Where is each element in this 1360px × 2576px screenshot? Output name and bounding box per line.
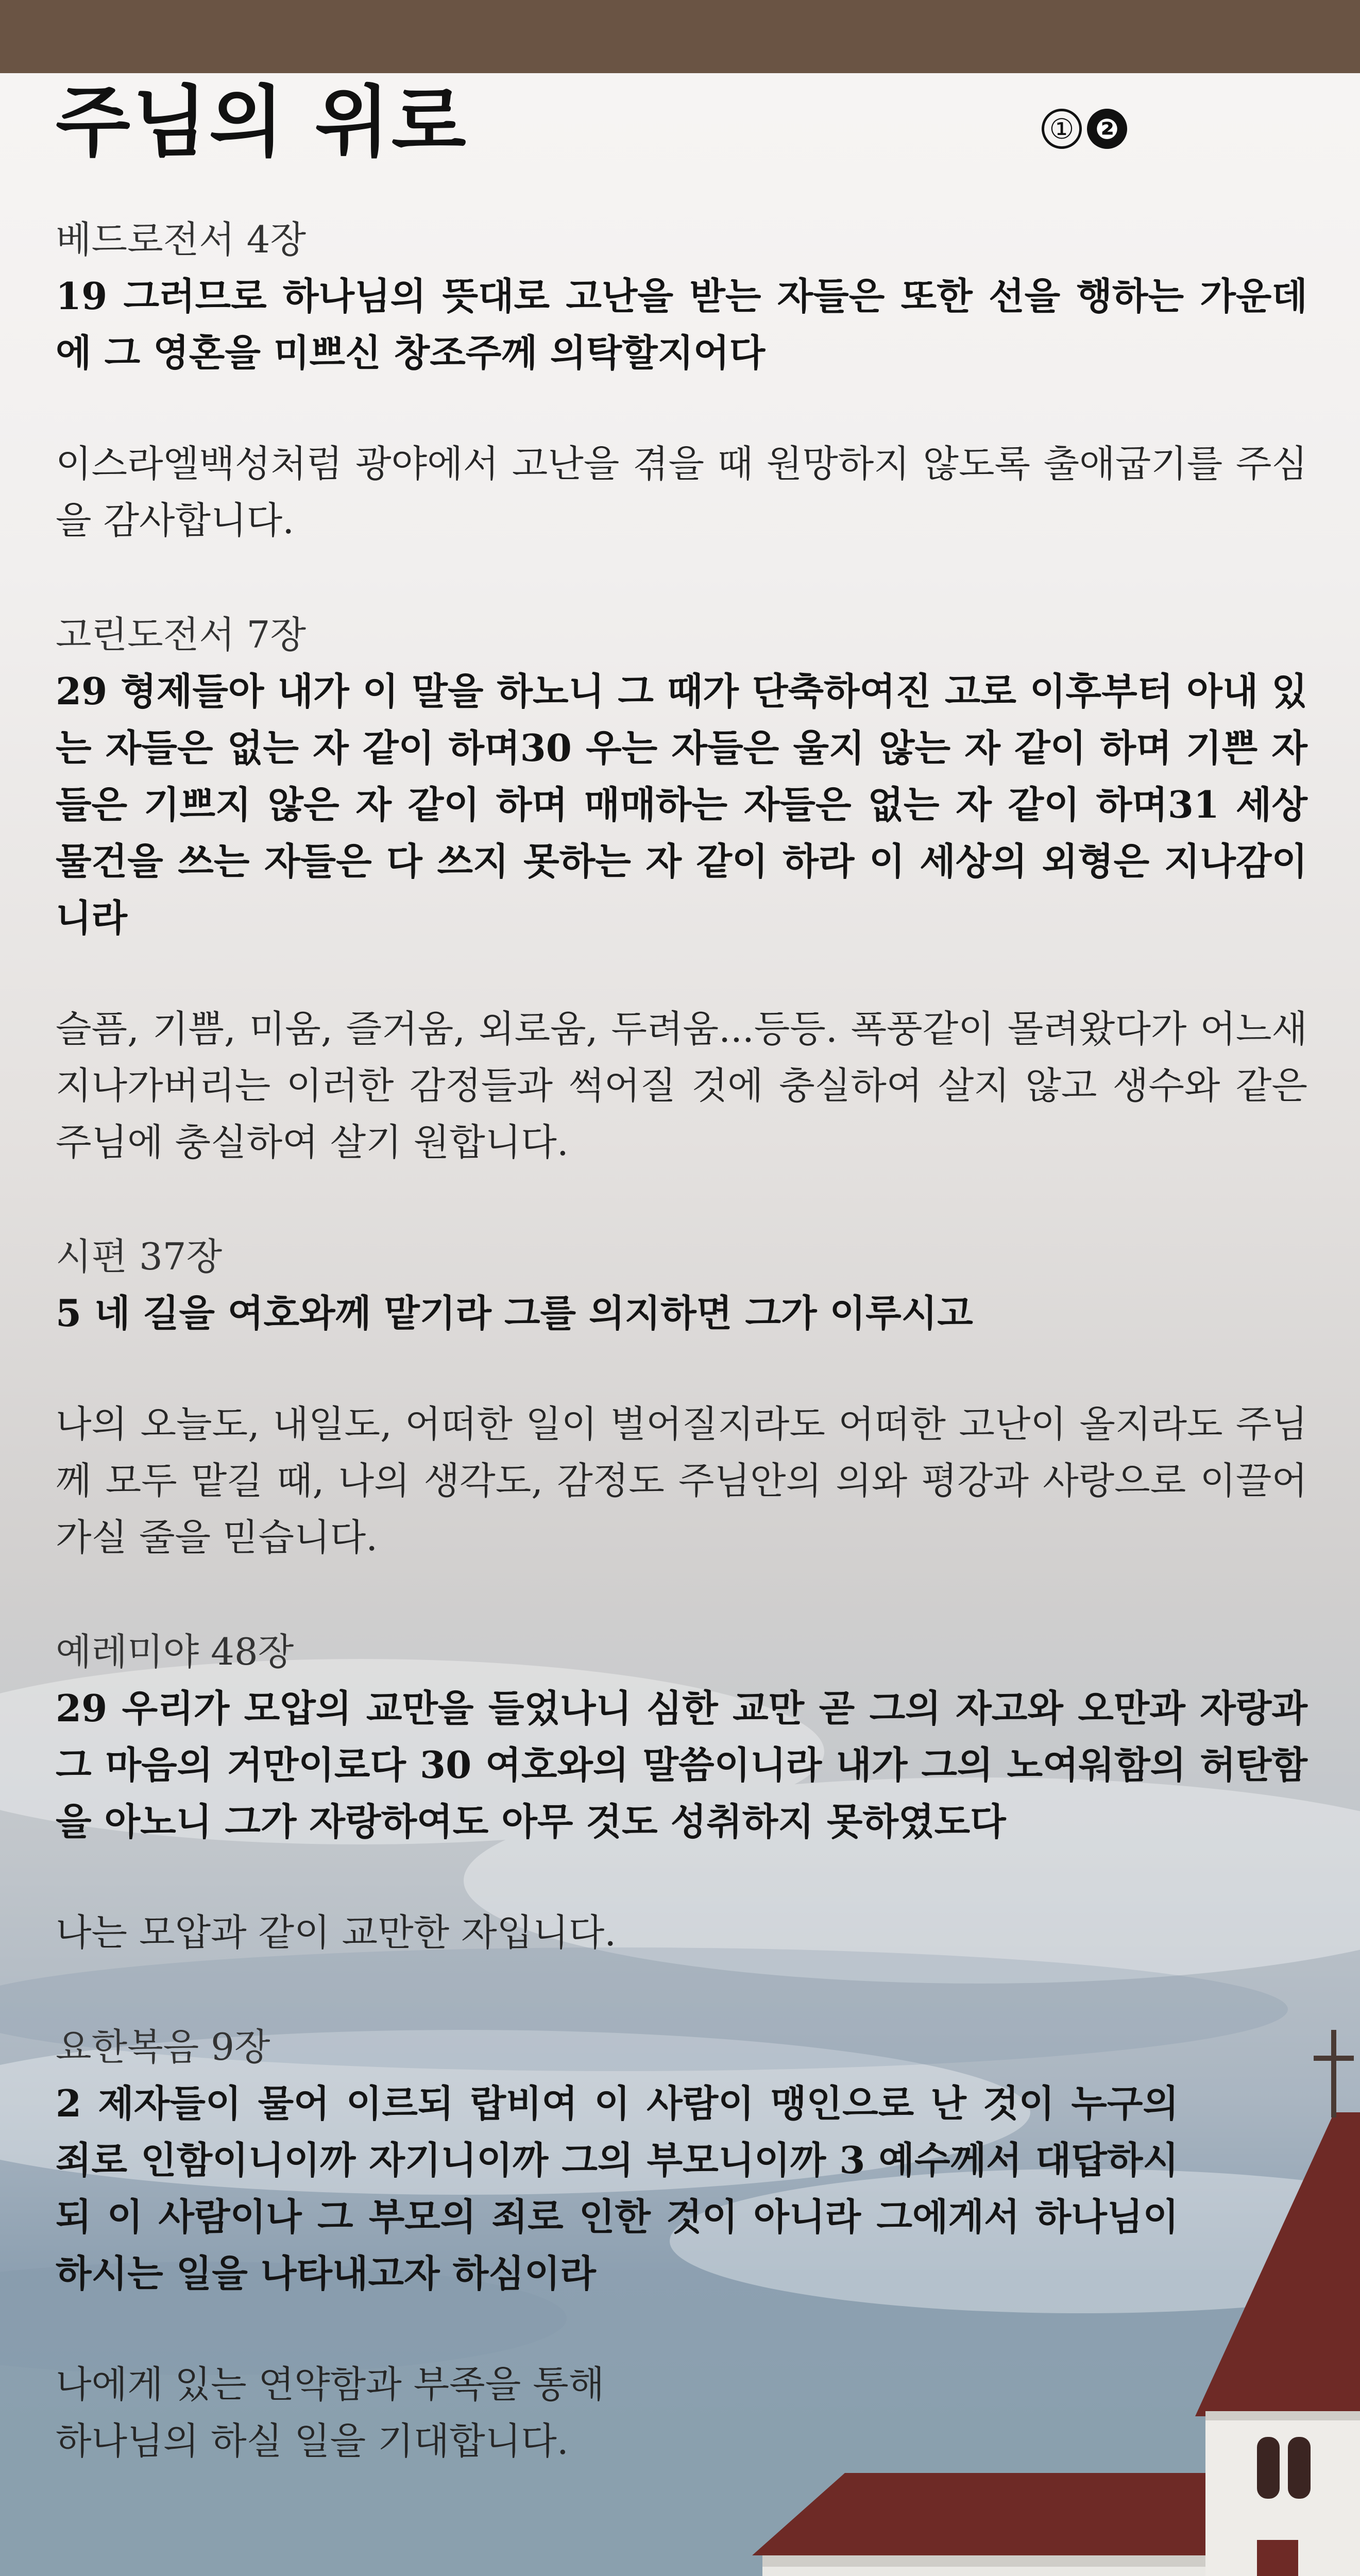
top-bar <box>0 0 1360 73</box>
scripture-reference: 예레미야 48장 <box>56 1630 294 1673</box>
reflection-text: 나에게 있는 연약함과 부족을 통해 하나님의 하실 일을 기대합니다. <box>56 2363 605 2463</box>
page-indicator <box>1042 106 1127 152</box>
scripture-reference: 고린도전서 7장 <box>56 613 307 656</box>
scripture-reference: 베드로전서 4장 <box>56 218 307 261</box>
reflection-text: 나는 모압과 같이 교만한 자입니다. <box>56 1911 617 1954</box>
page-indicator-1[interactable]: ① <box>1042 109 1082 149</box>
scripture-reference: 요한복음 9장 <box>56 2025 270 2069</box>
scripture-verse: 2 제자들이 물어 이르되 랍비여 이 사람이 맹인으로 난 것이 누구의 죄로 인함이니이까 자기니이까 그의 부모니이까 3 예수께서 대답하시되 이 사람이나 그 부모의 죄로 인한 것이 아니라 그에게서 하나님이 하시는 일을 나타내고자 하심이라 <box>56 2081 1179 2295</box>
section-3 <box>56 1228 1307 1566</box>
devotional-content <box>56 211 1307 2527</box>
reflection-text: 나의 오늘도, 내일도, 어떠한 일이 벌어질지라도 어떠한 고난이 올지라도 주님께 모두 맡길 때, 나의 생각도, 감정도 주님안의 의와 평강과 사랑으로 이끌어 가실 줄을 믿습니다. <box>56 1402 1307 1559</box>
section-4 <box>56 1623 1307 1961</box>
scripture-verse: 5 네 길을 여호와께 맡기라 그를 의지하면 그가 이루시고 <box>56 1291 973 1335</box>
scripture-verse: 29 우리가 모압의 교만을 들었나니 심한 교만 곧 그의 자고와 오만과 자랑과 그 마음의 거만이로다 30 여호와의 말씀이니라 내가 그의 노여워함의 허탄함을 아노니 그가 자랑하여도 아무 것도 성취하지 못하였도다 <box>56 1686 1307 1843</box>
section-1 <box>56 211 1307 549</box>
page-indicator-2[interactable]: ❷ <box>1087 109 1127 149</box>
reflection-text: 이스라엘백성처럼 광야에서 고난을 겪을 때 원망하지 않도록 출애굽기를 주심을 감사합니다. <box>56 442 1307 542</box>
section-2 <box>56 606 1307 1171</box>
scripture-reference: 시편 37장 <box>56 1235 223 1278</box>
reflection-text: 슬픔, 기쁨, 미움, 즐거움, 외로움, 두려움...등등. 폭풍같이 몰려왔다가 어느새 지나가버리는 이러한 감정들과 썩어질 것에 충실하여 살지 않고 생수와 같은 주님에 충실하여 살기 원합니다. <box>56 1007 1307 1164</box>
page-title: 주님의 위로 <box>56 78 468 167</box>
scripture-verse: 19 그러므로 하나님의 뜻대로 고난을 받는 자들은 또한 선을 행하는 가운데에 그 영혼을 미쁘신 창조주께 의탁할지어다 <box>56 274 1307 375</box>
scripture-verse: 29 형제들아 내가 이 말을 하노니 그 때가 단축하여진 고로 이후부터 아내 있는 자들은 없는 자 같이 하며30 우는 자들은 울지 않는 자 같이 하며 기쁜 자들은 기쁘지 않은 자 같이 하며 매매하는 자들은 없는 자 같이 하며31 세상 물건을 쓰는 자들은 다 쓰지 못하는 자 같이 하라 이 세상의 외형은 지나감이니라 <box>56 669 1307 940</box>
section-5 <box>56 2019 1307 2469</box>
